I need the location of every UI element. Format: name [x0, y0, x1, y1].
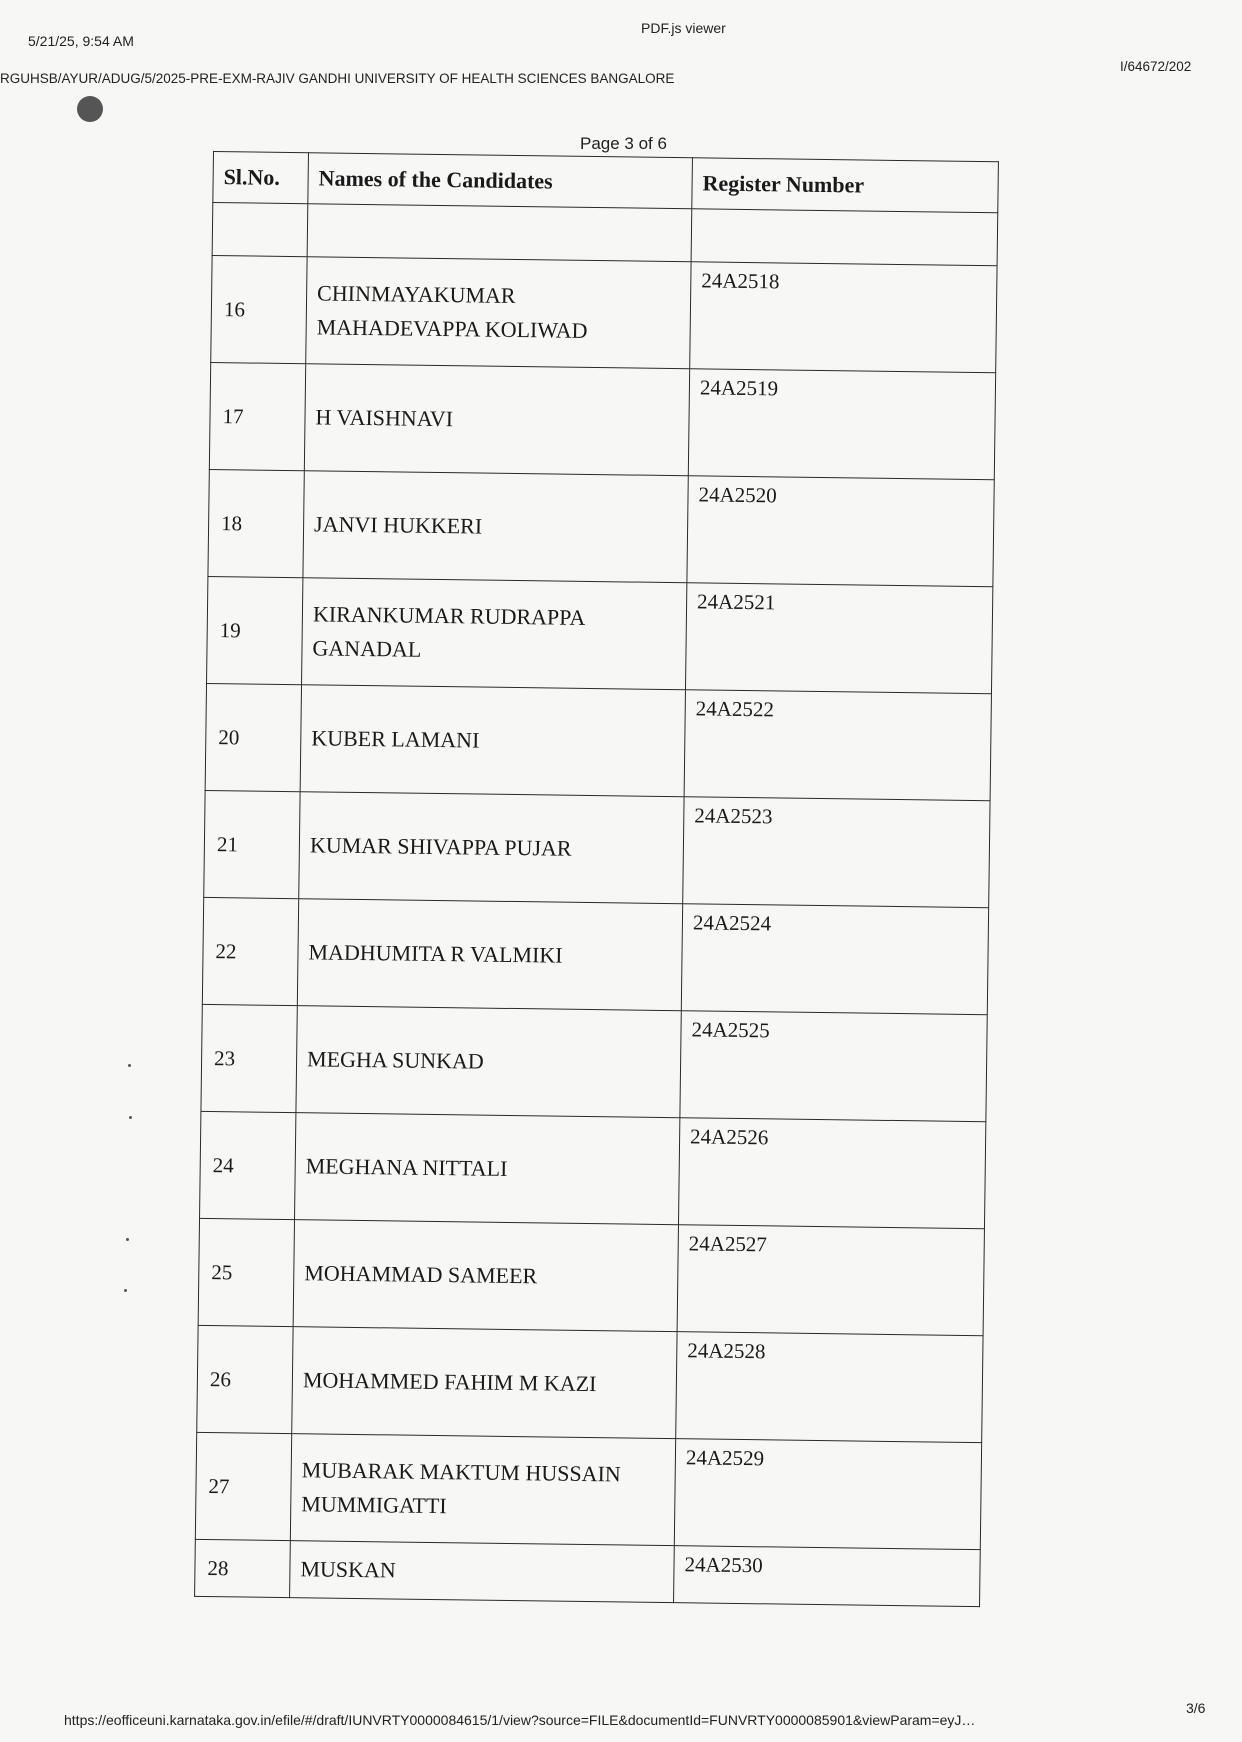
footer-url: https://eofficeuni.karnataka.gov.in/efile/#/draft/IUNVRTY0000084615/1/view?source=FILE&documentId=FUNVRTY0000085901&viewParam=eyJ…: [64, 1712, 976, 1728]
register-number-cell: 24A2522: [684, 690, 991, 801]
scan-speck: [126, 1238, 129, 1241]
blank-cell: [307, 204, 692, 262]
blank-cell: [212, 203, 308, 257]
table-row: [205, 683, 991, 800]
table-row: [198, 1218, 984, 1335]
candidate-name-cell: KIRANKUMAR RUDRAPPA GANADAL: [302, 578, 687, 690]
register-number-cell: 24A2519: [688, 369, 995, 480]
sl-no-cell: 22: [202, 897, 298, 1005]
register-number-cell: 24A2529: [674, 1439, 981, 1550]
register-number-cell: 24A2520: [687, 476, 994, 587]
candidate-name-cell: MUSKAN: [290, 1541, 675, 1603]
sl-no-cell: 27: [195, 1432, 291, 1540]
register-number-cell: 24A2524: [681, 904, 988, 1015]
register-number-cell: 24A2521: [685, 583, 992, 694]
file-reference: RGUHSB/AYUR/ADUG/5/2025-PRE-EXM-RAJIV GANDHI UNIVERSITY OF HEALTH SCIENCES BANGALORE: [0, 71, 675, 86]
sl-no-cell: 25: [198, 1218, 294, 1326]
register-number-cell: 24A2518: [690, 262, 997, 373]
candidate-name-cell: KUMAR SHIVAPPA PUJAR: [299, 792, 684, 904]
candidate-name-cell: MOHAMMED FAHIM M KAZI: [292, 1327, 677, 1439]
table-row: [197, 1325, 983, 1442]
table-row: [200, 1111, 986, 1228]
register-number-cell: 24A2523: [683, 797, 990, 908]
register-number-cell: 24A2528: [676, 1332, 983, 1443]
candidate-name-cell: CHINMAYAKUMAR MAHADEVAPPA KOLIWAD: [306, 257, 691, 369]
sl-no-cell: 19: [207, 576, 303, 684]
document-reference: I/64672/202: [1120, 59, 1192, 74]
sl-no-cell: 16: [211, 255, 307, 363]
table-row: [195, 1539, 981, 1606]
header-sl-no: Sl.No.: [213, 152, 309, 204]
punch-hole-mark: [77, 96, 103, 122]
register-number-cell: 24A2526: [678, 1118, 985, 1229]
table-row: [208, 469, 994, 586]
page-indicator: Page 3 of 6: [580, 134, 667, 153]
table-row: [211, 255, 997, 372]
table-row: [195, 1432, 981, 1549]
candidate-name-cell: JANVI HUKKERI: [303, 471, 688, 583]
candidate-name-cell: H VAISHNAVI: [304, 364, 689, 476]
print-timestamp: 5/21/25, 9:54 AM: [28, 33, 134, 49]
candidate-name-cell: MEGHANA NITTALI: [295, 1113, 680, 1225]
table-row: [204, 790, 990, 907]
sl-no-cell: 17: [209, 362, 305, 470]
register-number-cell: 24A2525: [680, 1011, 987, 1122]
table-row: [207, 576, 993, 693]
sl-no-cell: 28: [195, 1539, 291, 1597]
header-candidate-name: Names of the Candidates: [308, 153, 693, 209]
sl-no-cell: 26: [197, 1325, 293, 1433]
candidate-name-cell: MEGHA SUNKAD: [296, 1006, 681, 1118]
sl-no-cell: 23: [201, 1004, 297, 1112]
header-register-number: Register Number: [692, 158, 999, 213]
candidate-name-cell: KUBER LAMANI: [300, 685, 685, 797]
candidate-table: [194, 151, 999, 1607]
register-number-cell: 24A2527: [677, 1225, 984, 1336]
scan-speck: [129, 1116, 132, 1119]
candidate-name-cell: MUBARAK MAKTUM HUSSAIN MUMMIGATTI: [290, 1434, 675, 1546]
sl-no-cell: 20: [205, 683, 301, 791]
register-number-cell: 24A2530: [674, 1546, 981, 1607]
scan-speck: [128, 1064, 131, 1067]
scan-speck: [124, 1289, 127, 1292]
candidate-name-cell: MOHAMMAD SAMEER: [293, 1220, 678, 1332]
table-row: [201, 1004, 987, 1121]
candidate-name-cell: MADHUMITA R VALMIKI: [297, 899, 682, 1011]
table-row: [202, 897, 988, 1014]
sl-no-cell: 18: [208, 469, 304, 577]
page-count: 3/6: [1186, 1700, 1206, 1716]
sl-no-cell: 24: [200, 1111, 296, 1219]
sl-no-cell: 21: [204, 790, 300, 898]
table-row: [209, 362, 995, 479]
blank-cell: [691, 209, 998, 266]
viewer-title: PDF.js viewer: [641, 20, 726, 36]
